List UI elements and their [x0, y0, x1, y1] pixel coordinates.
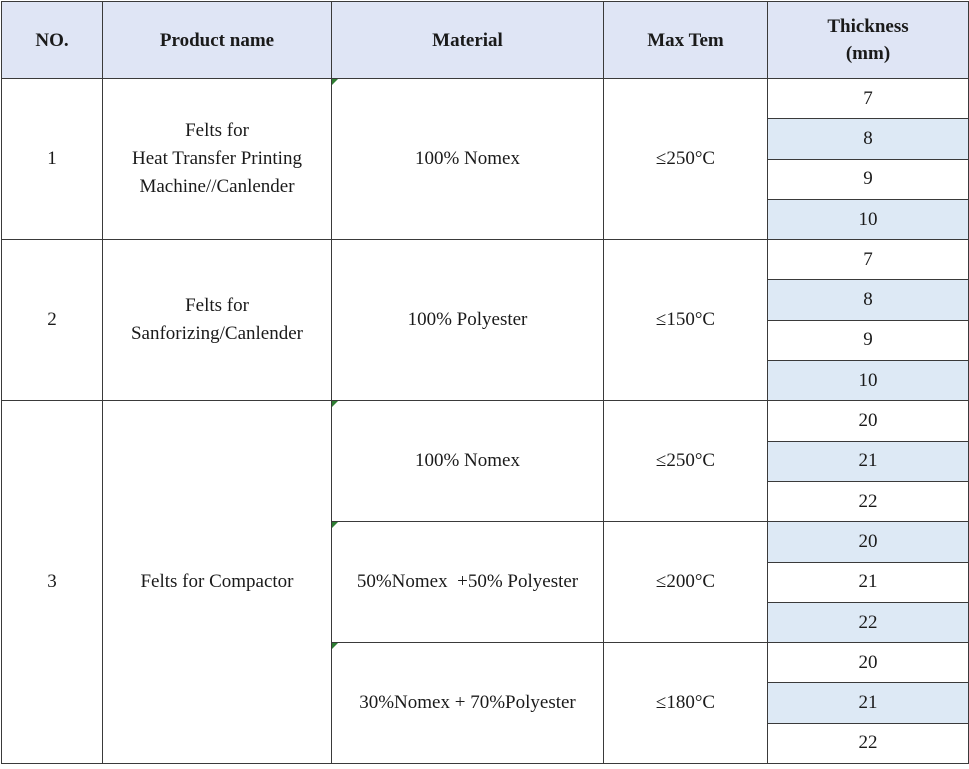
material-cell: 30%Nomex + 70%Polyester [332, 643, 604, 764]
header-row [2, 2, 969, 79]
thickness-cell: 22 [768, 602, 969, 642]
product-name-cell [103, 79, 332, 240]
thickness-cell: 22 [768, 481, 969, 521]
material-cell: 50%Nomex +50% Polyester [332, 522, 604, 643]
max-tem-cell: ≤150°C [604, 240, 768, 401]
thickness-cell: 20 [768, 522, 969, 562]
thickness-cell: 10 [768, 199, 969, 239]
thickness-cell: 20 [768, 401, 969, 441]
product-name-line: Felts for [185, 120, 249, 142]
product-name-cell [103, 240, 332, 401]
thickness-cell: 9 [768, 159, 969, 199]
thickness-cell: 9 [768, 320, 969, 360]
header-product-name: Product name [103, 2, 332, 79]
thickness-cell: 10 [768, 361, 969, 401]
product-no-cell: 2 [2, 240, 103, 401]
material-cell: 100% Nomex [332, 79, 604, 240]
table-row [2, 79, 969, 119]
product-no-cell: 3 [2, 401, 103, 764]
thickness-cell: 21 [768, 683, 969, 723]
material-cell: 100% Nomex [332, 401, 604, 522]
thickness-cell: 22 [768, 723, 969, 763]
header-no: NO. [2, 2, 103, 79]
thickness-cell: 8 [768, 119, 969, 159]
table-row [2, 401, 969, 441]
header-thickness [768, 2, 969, 79]
header-thickness-line1: Thickness [827, 16, 909, 37]
thickness-cell: 7 [768, 240, 969, 280]
thickness-cell: 7 [768, 79, 969, 119]
thickness-cell: 21 [768, 441, 969, 481]
product-no-cell: 1 [2, 79, 103, 240]
max-tem-cell: ≤250°C [604, 79, 768, 240]
product-name-line: Heat Transfer Printing [132, 148, 302, 170]
product-name-line: Machine//Canlender [139, 176, 295, 198]
thickness-cell: 21 [768, 562, 969, 602]
max-tem-cell: ≤200°C [604, 522, 768, 643]
max-tem-cell: ≤180°C [604, 643, 768, 764]
product-name-cell: Felts for Compactor [103, 401, 332, 764]
header-max-tem: Max Tem [604, 2, 768, 79]
product-name-line: Felts for [185, 295, 249, 317]
thickness-cell: 20 [768, 643, 969, 683]
header-material: Material [332, 2, 604, 79]
header-thickness-unit: (mm) [845, 43, 891, 64]
table-row [2, 240, 969, 280]
thickness-cell: 8 [768, 280, 969, 320]
product-name-line: Sanforizing/Canlender [130, 323, 303, 345]
material-cell: 100% Polyester [332, 240, 604, 401]
product-spec-table [1, 1, 969, 764]
max-tem-cell: ≤250°C [604, 401, 768, 522]
